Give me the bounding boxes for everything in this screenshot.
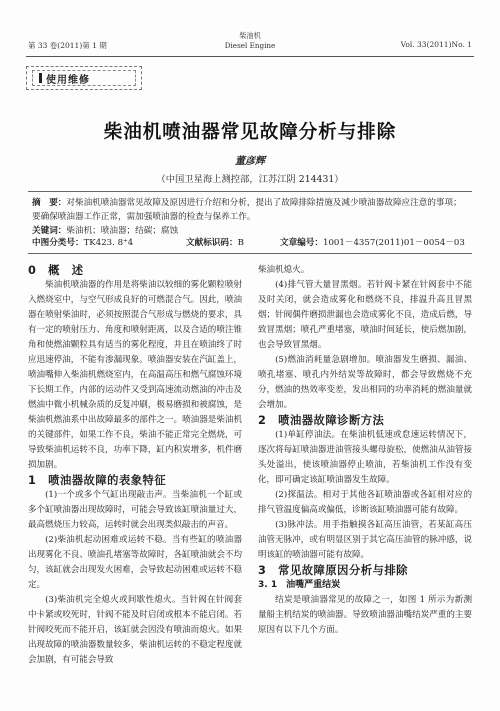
section-1-item-2: (2)柴油机起动困难或运转不稳。当有些缸的喷油器出现雾化不良、喷油孔堵塞等故障时，各缸喷油就会不均匀，该缸就会出现发火困难，会导致起动困难或运转不稳定。 xyxy=(28,535,242,590)
section-3-1-heading: 3. 1 油嘴严重结炭 xyxy=(258,580,341,590)
section-1-item-1: (1)一个或多个气缸出现敲击声。当柴油机一个缸或多个缸喷油器出现故障时，可能会导致该缸喷油量过大，最高燃烧压力较高，运转时就会出现类似敲击的声音。 xyxy=(28,490,242,530)
abstract-rule-bottom xyxy=(28,253,472,254)
article-number-label: 文章编号： xyxy=(280,238,323,248)
section-0-paragraph: 柴油机喷油器的作用是将柴油以较细的雾化颗粒喷射入燃烧室中，与空气形成良好的可燃混合气。因此，喷油器在喷射柴油时，必须按照混合气形成与燃烧的要求，具有一定的喷射压力、角度和喷射距离，以及合适的喷注锥角和使燃油颗粒具有适当的雾化程度，并且在喷油终了时应迅速停油，不能有渗漏现象。喷油器安装在汽缸盖上，喷油嘴伸入柴油机燃烧室内，在高温高压和燃气腐蚀环境下长期工作，内部的运动件又受到高速流动燃油的冲击及燃油中微小机械杂质的反复冲刷，极易磨损和被腐蚀，是柴油机燃油系中出故障最多的部件之一。喷油器是柴油机的关键部件，如果工作不良，柴油不能正常完全燃烧，可导致柴油机运转不良，功率下降，缸内积炭增多，机件磨损加剧。 xyxy=(28,280,242,470)
body-right-column xyxy=(258,263,472,638)
clc-number xyxy=(32,236,133,248)
keywords-label: 关键词： xyxy=(32,226,67,236)
continued-text: 柴油机熄火。 xyxy=(258,265,310,275)
column-tag: 使用维修 xyxy=(46,74,90,86)
journal-name-en: Diesel Engine xyxy=(224,41,276,50)
section-3-heading: 3 常见故障原因分析与排除 xyxy=(258,564,408,577)
running-header-volume-en: Vol. 33(2011)No. 1 xyxy=(400,40,472,49)
column-tag-inner xyxy=(32,70,136,86)
section-1-item-4: (4)排气管大量冒黑烟。若针阀卡紧在针阀套中不能及时关闭，就会造成雾化和燃烧不良，排温升高且冒黑烟；针阀偶件磨损泄漏也会造成雾化不良，造成后燃，导致冒黑烟；喷孔严重堵塞，喷油时间延长，使后燃加剧，也会导致冒黑烟。 xyxy=(258,280,472,350)
abstract-text: 对柴油机喷油器常见故障及原因进行介绍和分析，提出了故障排除措施及减少喷油器故障应注意的事项；要确保喷油器工作正常，需加强喷油器的检查与保养工作。 xyxy=(32,198,462,222)
journal-name-cn: 柴油机 xyxy=(239,31,261,40)
paper-author: 董彦辉 xyxy=(235,156,265,167)
doc-code xyxy=(186,236,244,248)
section-1-item-3: (3)柴油机完全熄火或间歇性熄火。当针阀在针阀套中卡紧或咬死时，针阀不能及时启闭或根本不能启闭。若针阀咬死而不能开启，该缸就会因没有喷油而熄火。如果出现故障的喷油器数量较多，柴油机运转的不稳定程度就会加剧，有可能会导致 xyxy=(28,595,242,665)
column-tag-marker xyxy=(39,73,42,83)
keywords: 柴油机；喷油器；结碳；腐蚀 xyxy=(66,226,179,236)
section-3-1-paragraph: 结炭是喷油器常见的故障之一，如图 1 所示为新测量船主机结炭的喷油器。导致喷油器油嘴结炭严重的主要原因有以下几个方面。 xyxy=(258,595,472,635)
article-number xyxy=(280,236,465,248)
section-1-item-5: (5)燃油消耗量急剧增加。喷油器发生磨损、漏油、喷孔堵塞、喷孔内外结炭等故障时，都会导致燃烧不充分，燃油的热效率变差，发出相同的功率消耗的燃油量就会增加。 xyxy=(258,355,472,410)
paper-title: 柴油机喷油器常见故障分析与排除 xyxy=(103,122,397,143)
article-number-value: 1001－4357(2011)01－0054－03 xyxy=(322,238,465,248)
section-0-heading: 0 概 述 xyxy=(28,264,84,277)
doc-code-label: 文献标识码： xyxy=(186,238,238,248)
column-tag-box xyxy=(26,66,142,90)
body-left-column xyxy=(28,263,242,668)
section-2-item-3: (3)脉冲法。用手指触摸各缸高压油管，若某缸高压油管无脉冲，或有明显区别于其它高压油管的脉冲感，说明该缸的喷油器可能有故障。 xyxy=(258,520,472,560)
section-2-heading: 2 喷油器故障诊断方法 xyxy=(258,414,385,427)
paper-affiliation: （中国卫星海上测控部，江苏江阴 214431） xyxy=(156,174,344,185)
section-2-item-2: (2)探温法。相对于其他各缸喷油器或各缸相对应的排气管温度偏高或偏低，诊断该缸喷油器可能有故障。 xyxy=(258,490,472,515)
abstract-rule-top xyxy=(28,191,472,192)
doc-code-value: B xyxy=(237,238,244,248)
section-1-heading: 1 喷油器故障的表象特征 xyxy=(28,474,167,487)
abstract-label: 摘 要： xyxy=(32,198,67,208)
section-2-item-1: (1)单缸停油法。在柴油机低速或怠速运转情况下，逐次将每缸喷油器进油管接头螺母旋松，使燃油从油管接头处溢出，使该喷油器停止喷油，若柴油机工作没有变化，即可确定该缸喷油器发生故障。 xyxy=(258,430,472,485)
header-rule xyxy=(26,56,474,57)
running-header-volume: 第 33 卷(2011)第 1 期 xyxy=(28,41,107,50)
clc-label: 中图分类号： xyxy=(32,238,84,248)
abstract xyxy=(32,196,468,238)
clc-value: TK423. 8⁺4 xyxy=(83,238,134,248)
